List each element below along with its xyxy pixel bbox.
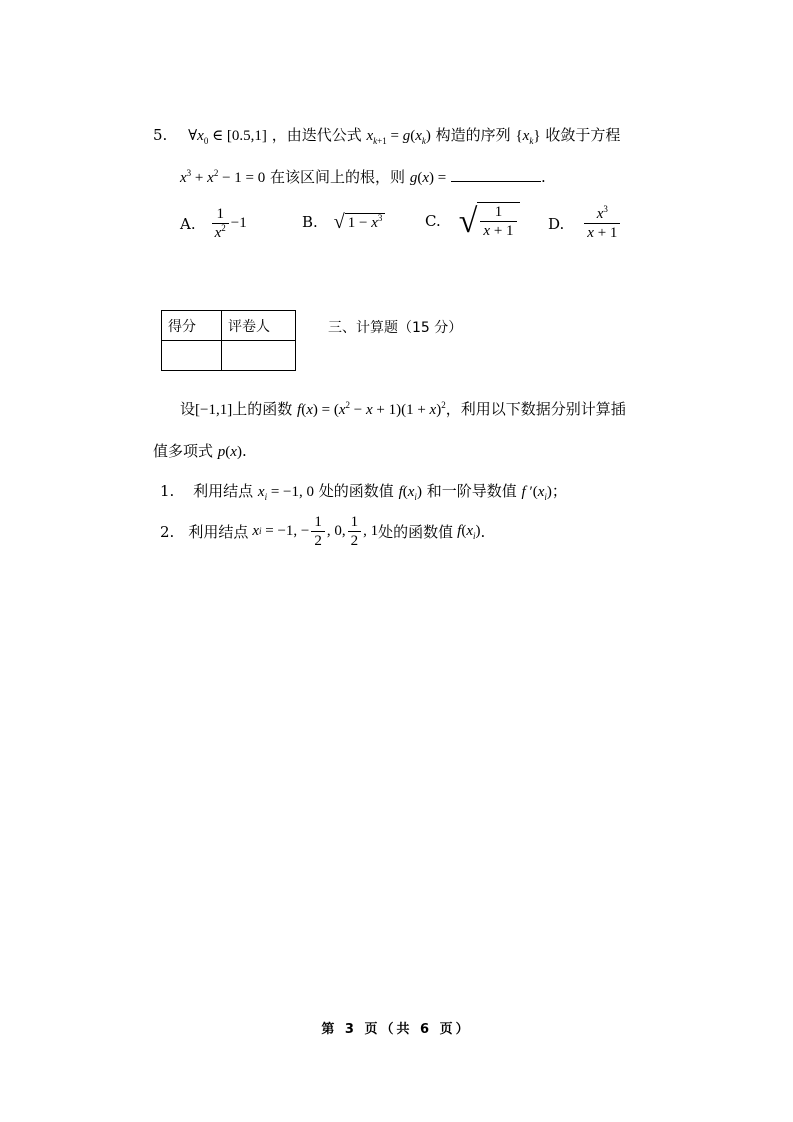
q5-text-d: 在该区间上的根，则 [270,168,406,186]
math-gx: g(x) = [409,170,447,186]
question-5-line-1 [153,124,620,145]
question-number: 5. [153,126,168,144]
problem-intro-line-1 [180,398,626,419]
problem-text-a: 设 [180,400,196,418]
item-1-text-c: 和一阶导数值 [426,482,517,500]
answer-blank[interactable] [451,167,541,182]
option-b[interactable] [302,212,385,232]
item-1-number: 1. [160,482,175,500]
math-px: p(x) [217,444,242,460]
problem-item-1 [160,480,567,501]
math-forall-x0: $\forall x_0$ ∈ [0.5,1] [188,128,267,146]
item-1-text-a: 利用结点 [193,482,254,500]
section-title: 三、计算题（15 分） [328,320,463,336]
option-a-expr: $\frac{1}{x^2}$ −1 [210,206,247,241]
math-function: $f(x) = (x^2 - x + 1)(1 + x)^2$ [297,400,446,418]
math-fxi-2: $f(x_i)$ [457,523,481,541]
item-1-text-b: 处的函数值 [318,482,394,500]
item-2-number: 2. [160,522,175,541]
grader-header: 评卷人 [222,311,296,341]
item-2-text-a: 利用结点 [188,523,249,541]
math-fxi: $f(x_i)$ [398,484,422,502]
option-a-label: A. [180,214,196,233]
item-2-end: . [480,522,486,541]
page-footer: 第 3 页（共 6 页） [321,1022,472,1037]
score-cell[interactable] [162,341,222,371]
item-1-end: ； [551,482,567,500]
score-header: 得分 [162,311,222,341]
option-b-expr: √ $1 - x^3$ [334,212,386,232]
question-5-line-2 [180,166,546,187]
math-equation: $x^3 + x^2 - 1 = 0$ [180,168,266,186]
q5-text-b: 构造的序列 [435,126,511,144]
q5-text-a: ，由迭代公式 [271,126,362,144]
math-interval: [−1,1] [195,402,233,418]
item-2-text-b: 处的函数值 [378,523,454,541]
math-sequence: $\{x_k\}$ [515,128,541,146]
q5-period: . [540,168,546,186]
option-d[interactable] [548,206,622,241]
score-table [161,310,296,371]
math-fprime-xi: f $'(x_i)$ [521,484,552,502]
problem-text-b: 上的函数 [232,400,293,418]
option-c-label: C. [425,211,441,230]
math-nodes-1: $x_i = -1$, 0 [257,484,314,502]
math-iteration: $x_{k+1} = g(x_k)$ [366,128,431,146]
option-a[interactable] [180,206,247,241]
problem-item-2 [160,514,485,549]
option-d-expr: $\frac{x^3}{x + 1}$ [582,206,622,241]
grader-cell[interactable] [222,341,296,371]
problem-text-d: 值多项式 [153,442,214,460]
problem-intro-line-2 [153,440,247,461]
option-b-label: B. [302,213,318,231]
option-c-expr: √ $\frac{1}{x + 1}$ [459,202,520,239]
option-d-label: D. [548,214,565,233]
option-c[interactable] [425,202,520,239]
math-nodes-2: x i = −1, − $\frac{1}{2}$ , 0, $\frac{1}{2}$ , 1 [252,514,379,549]
problem-period: . [241,442,247,460]
q5-text-c: 收敛于方程 [545,126,621,144]
problem-text-c: ，利用以下数据分别计算插 [445,400,626,418]
